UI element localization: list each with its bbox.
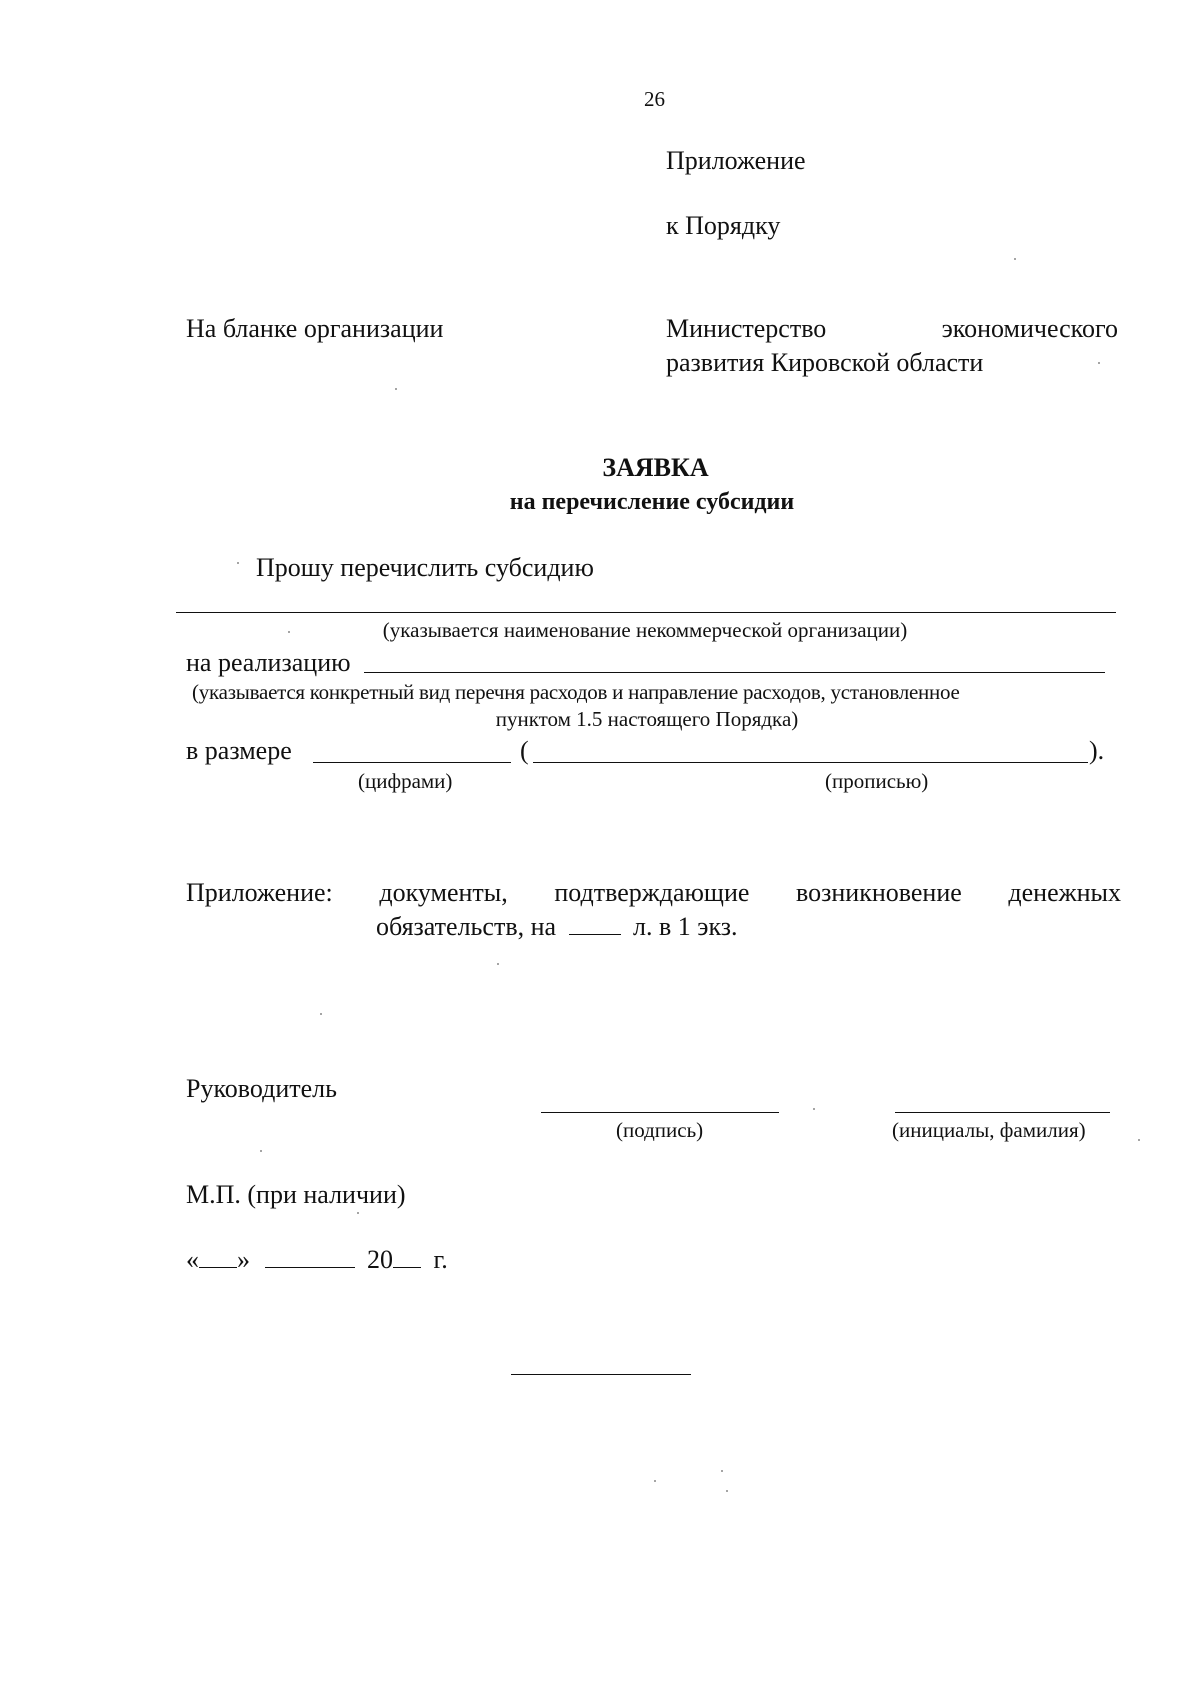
- amount-words-field[interactable]: [533, 762, 1088, 763]
- scan-speck: [654, 1480, 656, 1482]
- closing-rule: [511, 1374, 691, 1375]
- document-subtitle: на перечисление субсидии: [509, 489, 795, 515]
- scan-speck: [288, 631, 290, 633]
- page-number: 26: [644, 87, 665, 111]
- name-hint: (инициалы, фамилия): [892, 1118, 1086, 1142]
- scan-speck: [1014, 258, 1016, 260]
- to-order-label: к Порядку: [666, 211, 781, 240]
- org-name-hint: (указывается наименование некоммерческой организации): [382, 618, 908, 642]
- letterhead-note: На бланке организации: [186, 314, 444, 343]
- signature-field[interactable]: [541, 1112, 779, 1113]
- attachment-word-confirming: подтверждающие: [554, 878, 750, 907]
- scan-speck: [357, 1212, 359, 1214]
- purpose-field[interactable]: [364, 672, 1105, 673]
- date-line: [186, 1245, 448, 1275]
- recipient-line-2: развития Кировской области: [666, 348, 984, 377]
- purpose-hint-1: (указывается конкретный вид перечня расходов и направление расходов, установленное: [192, 680, 960, 704]
- scan-speck: [1098, 362, 1100, 364]
- scan-speck: [1138, 1139, 1140, 1141]
- recipient-word-economic: экономического: [941, 314, 1118, 343]
- amount-paren-close: ).: [1089, 736, 1105, 765]
- amount-digits-field[interactable]: [313, 762, 511, 763]
- attachment-line-1: [186, 878, 1121, 908]
- amount-paren-open: (: [520, 736, 529, 765]
- scan-speck: [395, 388, 397, 390]
- scan-speck: [237, 562, 239, 564]
- attachment-obligations: обязательств, на: [376, 912, 557, 941]
- words-hint: (прописью): [825, 769, 929, 793]
- scan-speck: [260, 1150, 262, 1152]
- date-day-field[interactable]: [199, 1245, 237, 1268]
- signature-hint: (подпись): [616, 1118, 704, 1142]
- amount-label: в размере: [186, 736, 292, 765]
- date-year-suffix: г.: [433, 1245, 448, 1274]
- date-year-prefix: 20: [367, 1245, 393, 1274]
- recipient-word-ministry: Министерство: [666, 314, 827, 343]
- head-label: Руководитель: [186, 1074, 337, 1103]
- date-year-field[interactable]: [393, 1245, 421, 1268]
- stamp-label: М.П. (при наличии): [186, 1180, 406, 1209]
- scan-speck: [320, 1013, 322, 1015]
- attachment-line-2: [376, 912, 738, 942]
- attachment-word-monetary: денежных: [1008, 878, 1121, 907]
- attachment-label: Приложение:: [186, 878, 333, 907]
- attachment-word-origin: возникновение: [796, 878, 962, 907]
- scan-speck: [813, 1108, 815, 1110]
- appendix-label: Приложение: [666, 146, 806, 175]
- digits-hint: (цифрами): [358, 769, 453, 793]
- scan-speck: [721, 1470, 723, 1472]
- request-text: Прошу перечислить субсидию: [256, 553, 594, 582]
- attachment-pages-field[interactable]: [569, 912, 621, 935]
- attachment-copies: л. в 1 экз.: [633, 912, 738, 941]
- recipient-line-1: [666, 314, 1118, 344]
- document-title: ЗАЯВКА: [602, 453, 709, 482]
- date-quote-close: »: [237, 1245, 250, 1274]
- attachment-word-documents: документы,: [379, 878, 508, 907]
- name-field[interactable]: [895, 1112, 1110, 1113]
- date-month-field[interactable]: [265, 1245, 355, 1268]
- scan-speck: [726, 1490, 728, 1492]
- date-quote-open: «: [186, 1245, 199, 1274]
- scan-speck: [497, 963, 499, 965]
- purpose-label: на реализацию: [186, 648, 351, 677]
- org-name-field[interactable]: [176, 612, 1116, 613]
- purpose-hint-2: пунктом 1.5 настоящего Порядка): [495, 707, 799, 731]
